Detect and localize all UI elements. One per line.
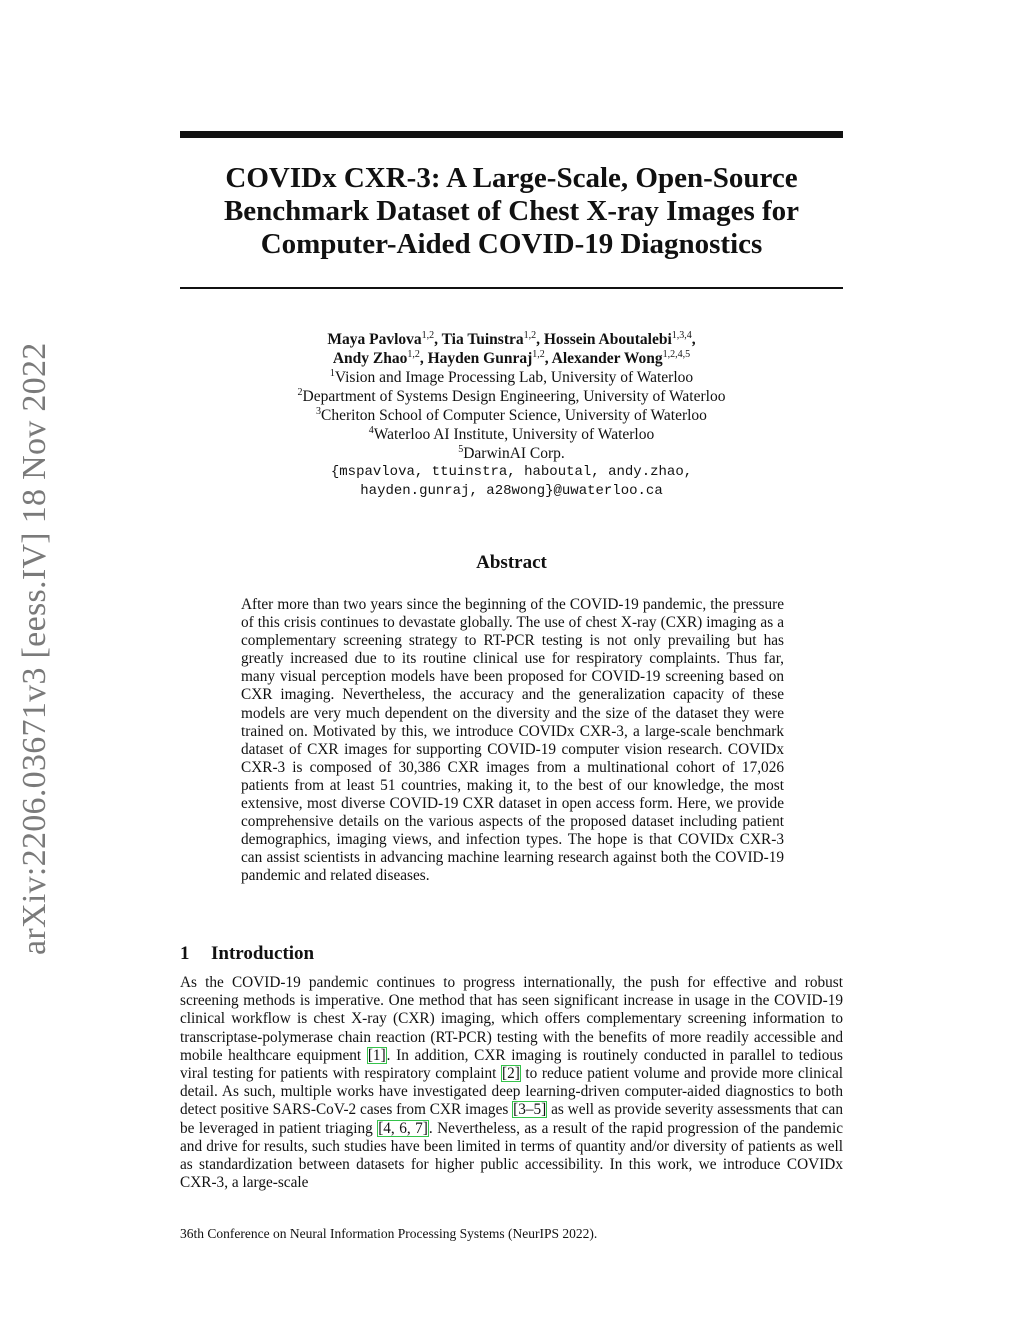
author-line: Maya Pavlova$^{1,2}$, Tia Tuinstra$^{1,2}$, Hossein Aboutalebi$^{1,3,4}$, (327, 330, 696, 348)
affiliation (180, 368, 843, 387)
title-line: COVIDx CXR-3: A Large-Scale, Open-Source (225, 162, 798, 194)
citation-link[interactable]: [3–5] (513, 1101, 547, 1119)
title-line: Benchmark Dataset of Chest X-ray Images for (223, 195, 800, 227)
author-name: Alexander Wong (551, 350, 663, 367)
author-affiliation-marker: 1,3,4 (671, 330, 692, 341)
affiliation (180, 387, 843, 406)
paper-title (180, 162, 843, 261)
affiliation-marker: 2 (297, 387, 303, 398)
title-line: Computer-Aided COVID-19 Diagnostics (260, 228, 763, 260)
author-block (180, 330, 843, 501)
paragraph-text: to reduce patient volume and provide more clinical detail. As such, multiple works have investigated deep learning-driven computer-aided diagnostics to both detect positive SARS-CoV-2 cases from CXR images (180, 1065, 843, 1119)
affiliation-marker: 5 (458, 444, 464, 455)
citation-link[interactable]: [1] (367, 1046, 386, 1064)
affiliation-marker: 1 (329, 368, 335, 379)
affiliation-marker: 3 (316, 406, 322, 417)
author-line: Andy Zhao$^{1,2}$, Hayden Gunraj$^{1,2}$, Alexander Wong$^{1,2,4,5}$ (332, 349, 691, 367)
author-name: Hossein Aboutalebi (543, 331, 672, 348)
author-name: Andy Zhao (332, 350, 408, 367)
citation-link[interactable]: [2] (502, 1065, 520, 1083)
author-affiliation-marker: 1,2 (407, 349, 420, 360)
author-affiliation-marker: 1,2 (421, 330, 435, 341)
affiliation-marker: 4 (368, 425, 374, 436)
author-name: Maya Pavlova (327, 331, 422, 348)
paragraph-text: As the COVID-19 pandemic continues to progress internationally, the push for effective and robust screening methods is imperative. One method that has seen significant increase in usage in the COVID-19 clinical workflow is chest X-ray (CXR) imaging, which offers complementary screening information to transcriptase-polymerase chain reaction (RT-PCR) testing with the benefits of more readily accessible and mobile healthcare equipment (180, 974, 843, 1064)
affiliation-text: Vision and Image Processing Lab, University of Waterloo (334, 369, 694, 386)
author-affiliation-marker: 1,2 (523, 330, 537, 341)
conference-footnote: 36th Conference on Neural Information Processing Systems (NeurIPS 2022). (180, 1226, 598, 1241)
paragraph-text: . Nevertheless, as a result of the rapid progression of the pandemic and drive for results, such studies have been limited in terms of quantity and/or diversity of patients as well as standardization between datasets for higher public accessibility. In this work, we introduce COVIDx CXR-3, a large-scale (180, 1119, 843, 1192)
arxiv-identifier: arXiv:2206.03671v3 [eess.IV] 18 Nov 2022 (16, 342, 53, 955)
abstract-text: After more than two years since the beginning of the COVID-19 pandemic, the pressure of this crisis continues to devastate globally. The use of chest X-ray (CXR) imaging as a complementary screening strategy to RT-PCR testing is not only prevailing but has greatly increased due to its routine clinical use for respiratory complaints. Thus far, many visual perception models have been proposed for COVID-19 screening based on CXR imaging. Nevertheless, the accuracy and the generalization capacity of these models are very much dependent on the diversity and the size of the dataset they were trained on. Motivated by this, we introduce COVIDx CXR-3, a large-scale benchmark dataset of CXR images for supporting COVID-19 computer vision research. COVIDx CXR-3 is composed of 30,386 CXR images from a multinational cohort of 17,026 patients from at least 51 countries, making it, to the best of our knowledge, the most extensive, most diverse COVID-19 CXR dataset in open access form. Here, we provide comprehensive details on the various aspects of the proposed dataset including patient demographics, imaging views, and infection types. The hope is that COVIDx CXR-3 can assist scientists in advancing machine learning research against both the COVID-19 pandemic and related diseases. (241, 596, 784, 885)
email-line: hayden.gunraj, a28wong}@uwaterloo.ca (360, 483, 663, 499)
affiliation-text: DarwinAI Corp. (463, 445, 565, 462)
section-heading-introduction (180, 942, 314, 966)
affiliation (180, 406, 843, 425)
citation-link[interactable]: [4, 6, 7] (378, 1119, 428, 1137)
paragraph-text: as well as provide severity assessments that can be leveraged in patient triaging (180, 1101, 843, 1137)
author-name: Tia Tuinstra (441, 331, 524, 348)
section-title: Introduction (211, 943, 315, 964)
author-affiliation-marker: 1,2 (532, 349, 545, 360)
paragraph-text: . In addition, CXR imaging is routinely conducted in parallel to tedious viral testing for patients with respiratory complaint (180, 1046, 843, 1083)
affiliation (180, 425, 843, 444)
affiliation-text: Department of Systems Design Engineering, University of Waterloo (302, 388, 726, 405)
section-number: 1 (180, 943, 190, 964)
title-bottom-rule (180, 287, 843, 289)
introduction-paragraph (180, 974, 843, 1192)
affiliation-text: Waterloo AI Institute, University of Waterloo (373, 426, 655, 443)
affiliation (180, 444, 843, 463)
title-top-rule (180, 131, 843, 138)
email-line: {mspavlova, ttuinstra, haboutal, andy.zhao, (330, 464, 693, 480)
author-affiliation-marker: 1,2,4,5 (662, 349, 691, 360)
author-name: Hayden Gunraj (427, 350, 533, 367)
abstract-heading: Abstract (476, 552, 547, 573)
affiliation-text: Cheriton School of Computer Science, University of Waterloo (321, 407, 707, 424)
